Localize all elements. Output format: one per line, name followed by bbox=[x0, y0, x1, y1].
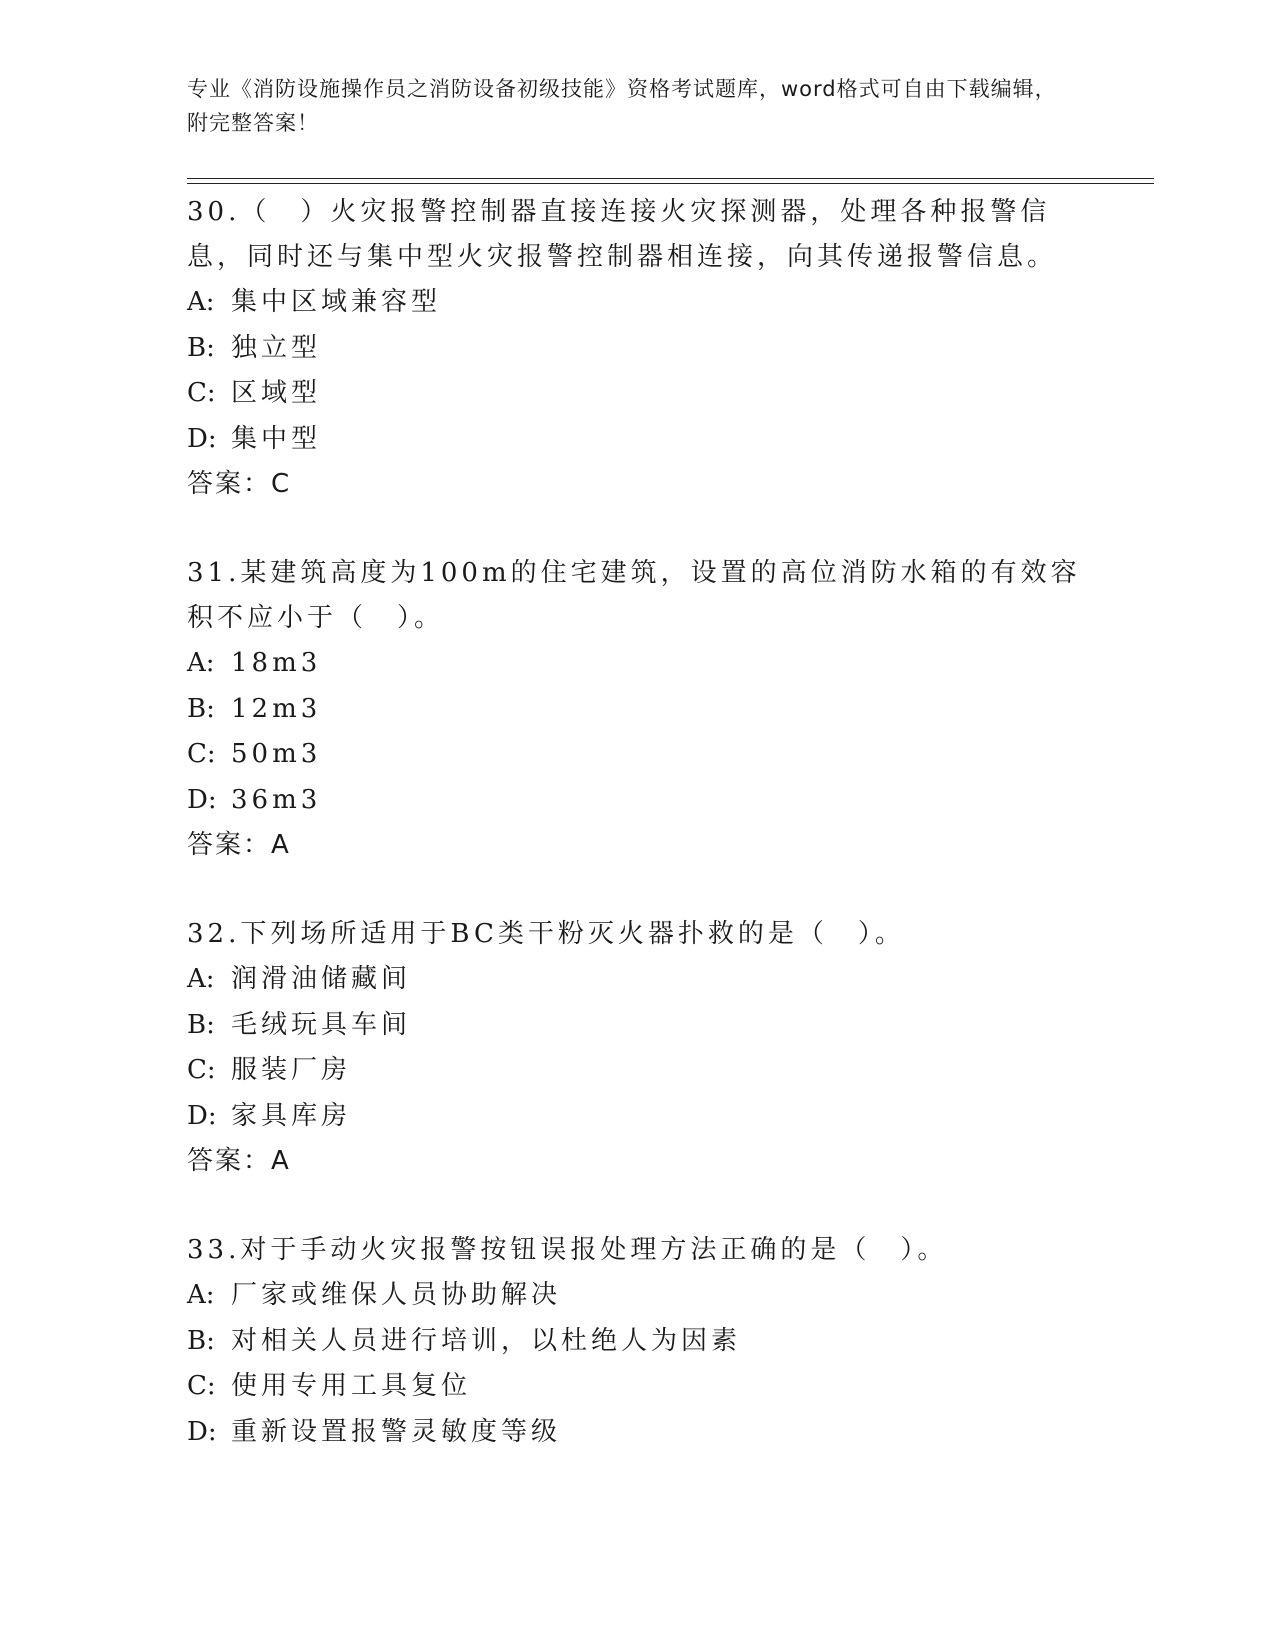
option-a bbox=[187, 641, 1087, 687]
option-key: C: bbox=[187, 1055, 216, 1085]
option-text: 12m3 bbox=[231, 693, 322, 724]
option-text: 润滑油储藏间 bbox=[231, 964, 412, 994]
option-text: 集中区域兼容型 bbox=[231, 287, 442, 317]
option-key: A: bbox=[187, 1280, 215, 1310]
question-stem: 33.对于手动火灾报警按钮误报处理方法正确的是（ ）。 bbox=[187, 1235, 948, 1265]
option-d bbox=[187, 1410, 1087, 1456]
option-text: 对相关人员进行培训，以杜绝人为因素 bbox=[231, 1325, 742, 1356]
document-header: 专业《消防设施操作员之消防设备初级技能》资格考试题库，word格式可自由下载编辑，附完整答案！ bbox=[187, 77, 1057, 135]
option-text: 服装厂房 bbox=[231, 1055, 352, 1085]
option-text: 集中型 bbox=[231, 423, 322, 454]
spacer bbox=[187, 507, 1087, 551]
option-key: D: bbox=[187, 1100, 217, 1131]
option-a bbox=[187, 1273, 1087, 1319]
question-stem: 31.某建筑高度为100m的住宅建筑，设置的高位消防水箱的有效容积不应小于（ ）。 bbox=[187, 558, 1081, 633]
option-text: 家具库房 bbox=[231, 1100, 352, 1131]
option-key: A: bbox=[187, 287, 215, 317]
question-list bbox=[187, 190, 1087, 1455]
question-stem: 30.（ ）火灾报警控制器直接连接火灾探测器，处理各种报警信息，同时还与集中型火灾报警控制器相连接，向其传递报警信息。 bbox=[187, 197, 1058, 272]
option-b bbox=[187, 1319, 1087, 1365]
answer-label: 答案：C bbox=[187, 469, 292, 499]
question-30 bbox=[187, 190, 1087, 507]
option-text: 重新设置报警灵敏度等级 bbox=[231, 1416, 562, 1447]
question-32 bbox=[187, 912, 1087, 1184]
option-key: B: bbox=[187, 693, 215, 724]
option-key: D: bbox=[187, 423, 217, 454]
option-text: 区域型 bbox=[231, 378, 322, 408]
option-d bbox=[187, 417, 1087, 463]
option-a bbox=[187, 280, 1087, 326]
option-key: D: bbox=[187, 1416, 217, 1447]
option-key: C: bbox=[187, 739, 216, 769]
option-key: B: bbox=[187, 332, 215, 363]
option-b bbox=[187, 1003, 1087, 1049]
option-text: 毛绒玩具车间 bbox=[231, 1009, 412, 1040]
spacer bbox=[187, 868, 1087, 912]
option-text: 36m3 bbox=[231, 784, 322, 815]
option-key: D: bbox=[187, 784, 217, 815]
question-31 bbox=[187, 551, 1087, 868]
option-key: B: bbox=[187, 1325, 215, 1356]
option-c bbox=[187, 1048, 1087, 1094]
option-text: 厂家或维保人员协助解决 bbox=[231, 1280, 562, 1310]
option-c bbox=[187, 1364, 1087, 1410]
spacer bbox=[187, 1184, 1087, 1228]
header-divider-bottom bbox=[187, 183, 1154, 184]
option-key: A: bbox=[187, 964, 215, 994]
option-a bbox=[187, 957, 1087, 1003]
option-key: A: bbox=[187, 648, 215, 678]
option-key: C: bbox=[187, 378, 216, 408]
option-d bbox=[187, 778, 1087, 824]
option-text: 使用专用工具复位 bbox=[231, 1371, 472, 1401]
question-33 bbox=[187, 1228, 1087, 1455]
option-text: 50m3 bbox=[231, 739, 322, 769]
option-text: 18m3 bbox=[231, 648, 322, 678]
header-divider-top bbox=[187, 178, 1154, 179]
question-stem: 32.下列场所适用于BC类干粉灭火器扑救的是（ ）。 bbox=[187, 919, 905, 949]
option-d bbox=[187, 1094, 1087, 1140]
option-text: 独立型 bbox=[231, 332, 322, 363]
option-b bbox=[187, 326, 1087, 372]
answer-label: 答案：A bbox=[187, 830, 291, 860]
option-key: C: bbox=[187, 1371, 216, 1401]
option-b bbox=[187, 687, 1087, 733]
answer-label: 答案：A bbox=[187, 1146, 291, 1176]
option-c bbox=[187, 371, 1087, 417]
option-key: B: bbox=[187, 1009, 215, 1040]
option-c bbox=[187, 732, 1087, 778]
